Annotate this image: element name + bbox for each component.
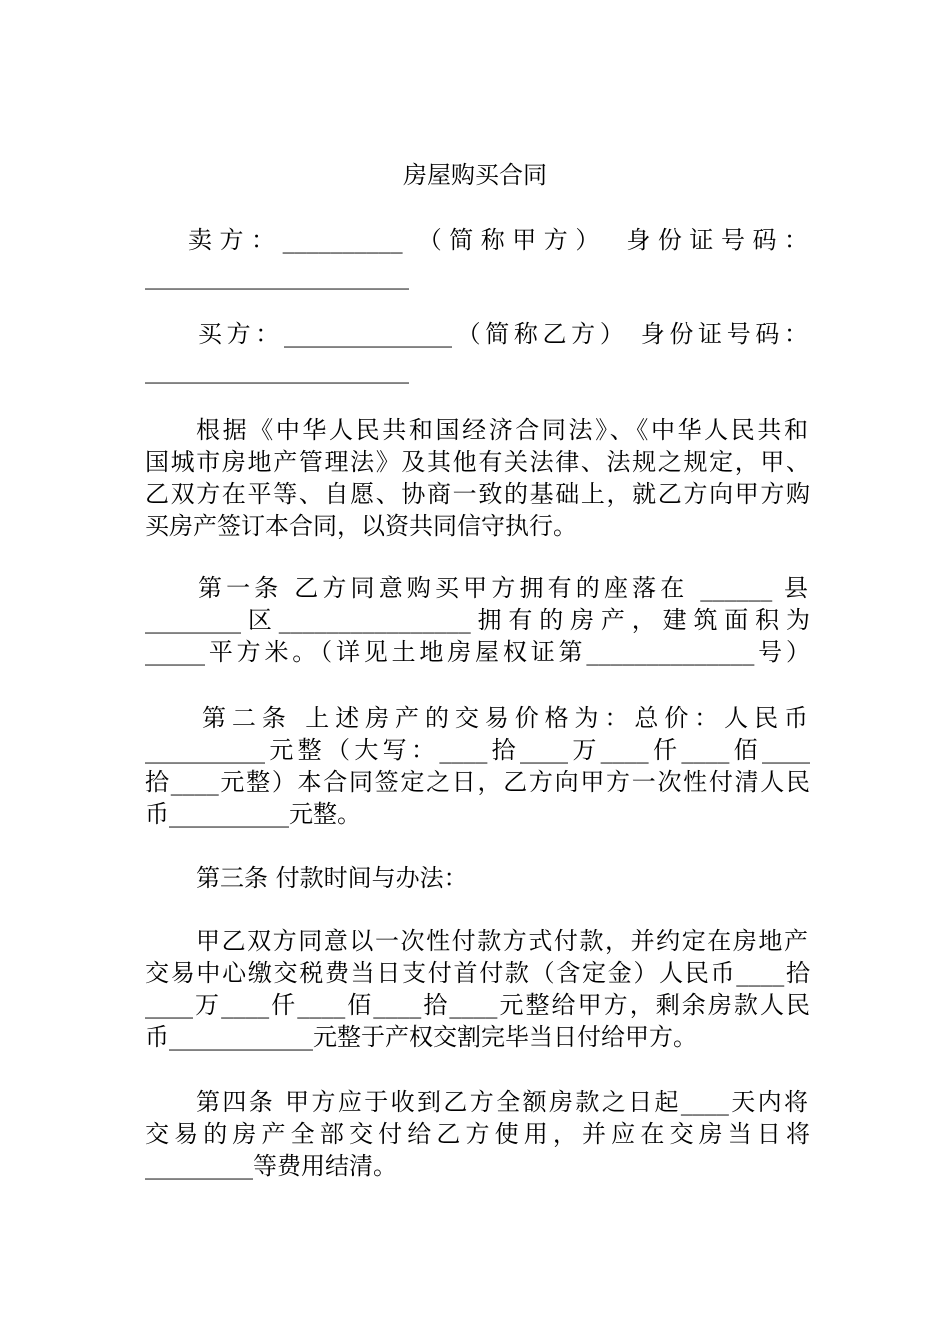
article-4-line-1: 第四条 甲方应于收到乙方全额房款之日起____天内将 bbox=[196, 1088, 808, 1116]
article-3-line-3: ____万____仟____佰____拾____元整给甲方，剩余房款人民 bbox=[145, 991, 810, 1019]
intro-line-3: 乙双方在平等、自愿、协商一致的基础上，就乙方向甲方购 bbox=[145, 480, 810, 508]
intro-line-1: 根据《中华人民共和国经济合同法》、《中华人民共和 bbox=[196, 416, 808, 444]
document-title: 房屋购买合同 bbox=[403, 161, 547, 189]
article-4-line-3: _________等费用结清。 bbox=[145, 1152, 397, 1180]
article-3-heading: 第三条 付款时间与办法： bbox=[196, 864, 468, 892]
seller-id-blank: ______________________ bbox=[145, 262, 409, 290]
article-1-line-3: _____平方米。（详见土地房屋权证第______________号） bbox=[145, 638, 810, 666]
article-1-line-1: 第一条 乙方同意购买甲方拥有的座落在 ______ 县 bbox=[198, 574, 808, 602]
article-3-line-1: 甲乙双方同意以一次性付款方式付款，并约定在房地产 bbox=[196, 927, 808, 955]
buyer-id-blank: ______________________ bbox=[145, 356, 409, 384]
article-3-line-4: 币____________元整于产权交割完毕当日付给甲方。 bbox=[145, 1023, 697, 1051]
article-2-line-1: 第二条 上述房产的交易价格为：总价：人民币 bbox=[202, 704, 808, 732]
article-2-line-2: __________元整（大写：____拾____万____仟____佰____ bbox=[145, 736, 810, 764]
buyer-line: 买方：______________（简称乙方） 身份证号码： bbox=[198, 320, 808, 348]
article-2-line-4: 币__________元整。 bbox=[145, 800, 361, 828]
seller-line: 卖方：__________ （简称甲方） 身份证号码： bbox=[188, 226, 808, 254]
article-1-line-2: ________区________________拥有的房产，建筑面积为 bbox=[145, 606, 810, 634]
article-2-line-3: 拾____元整）本合同签定之日，乙方向甲方一次性付清人民 bbox=[145, 768, 810, 796]
intro-line-2: 国城市房地产管理法》及其他有关法律、法规之规定，甲、 bbox=[145, 448, 810, 476]
article-3-line-2: 交易中心缴交税费当日支付首付款（含定金）人民币____拾 bbox=[145, 959, 810, 987]
intro-line-4: 买房产签订本合同，以资共同信守执行。 bbox=[145, 512, 577, 540]
article-4-line-2: 交易的房产全部交付给乙方使用，并应在交房当日将 bbox=[145, 1120, 810, 1148]
